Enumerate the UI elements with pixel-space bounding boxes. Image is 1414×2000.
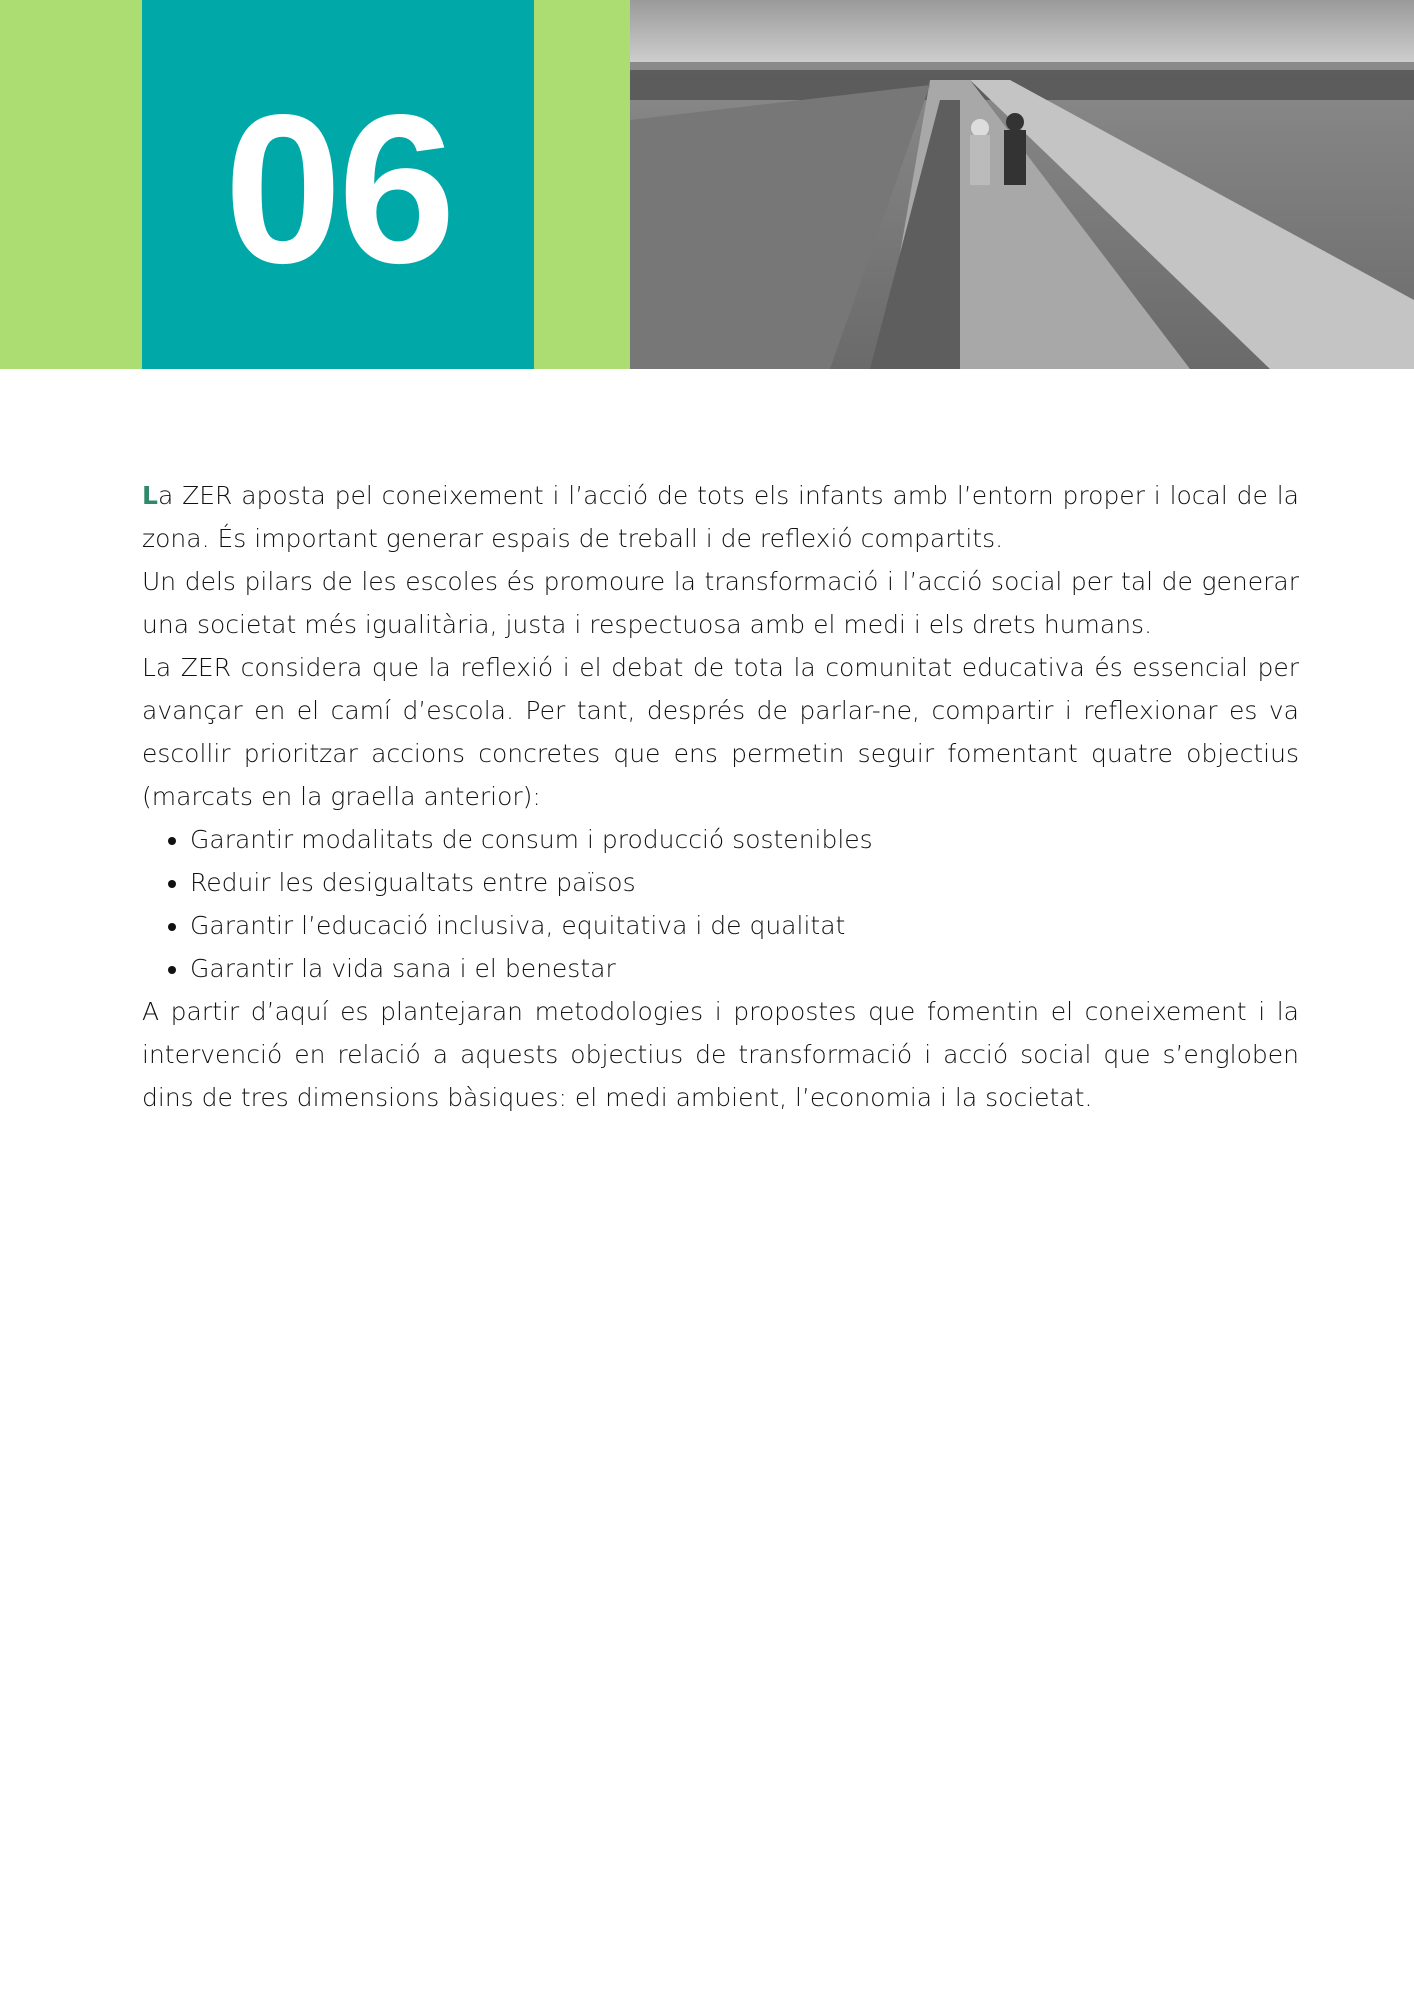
list-item: • Reduir les desigualtats entre països: [190, 861, 1299, 904]
vineyard-photo-icon: [630, 0, 1414, 369]
list-item: • Garantir la vida sana i el benestar: [190, 947, 1299, 990]
header-photo: [630, 0, 1414, 369]
list-item: • Garantir l’educació inclusiva, equitativa i de qualitat: [190, 904, 1299, 947]
paragraph-intro-text: a ZER aposta pel coneixement i l’acció de tots els infants amb l’entorn proper i local de la zona. És important generar espais de treball i de reflexió compartits.: [142, 481, 1299, 553]
paragraph-intro: [142, 474, 1299, 560]
green-band-left: [0, 0, 142, 369]
section-number-block: [142, 0, 534, 369]
paragraph-methodologies: A partir d’aquí es plantejaran metodologies i propostes que fomentin el coneixement i la intervenció en relació a aquests objectius de transformació i acció social que s’engloben dins de tres dimensions bàsiques: el medi ambient, l’economia i la societat.: [142, 997, 1299, 1112]
objectives-list: [142, 818, 1299, 990]
paragraph-pillars: Un dels pilars de les escoles és promoure la transformació i l’acció social per tal de generar una societat més igualitària, justa i respectuosa amb el medi i els drets humans.: [142, 567, 1299, 639]
green-band-right: [534, 0, 630, 369]
drop-initial: L: [142, 481, 158, 510]
section-number: 06: [224, 69, 452, 307]
body-text: [142, 474, 1299, 1119]
list-item: • Garantir modalitats de consum i producció sostenibles: [190, 818, 1299, 861]
paragraph-reflection: La ZER considera que la reflexió i el debat de tota la comunitat educativa és essencial per avançar en el camí d’escola. Per tant, després de parlar-ne, compartir i reflexionar es va escollir prioritzar accions concretes que ens permetin seguir fomentant quatre objectius (marcats en la graella anterior):: [142, 653, 1299, 811]
